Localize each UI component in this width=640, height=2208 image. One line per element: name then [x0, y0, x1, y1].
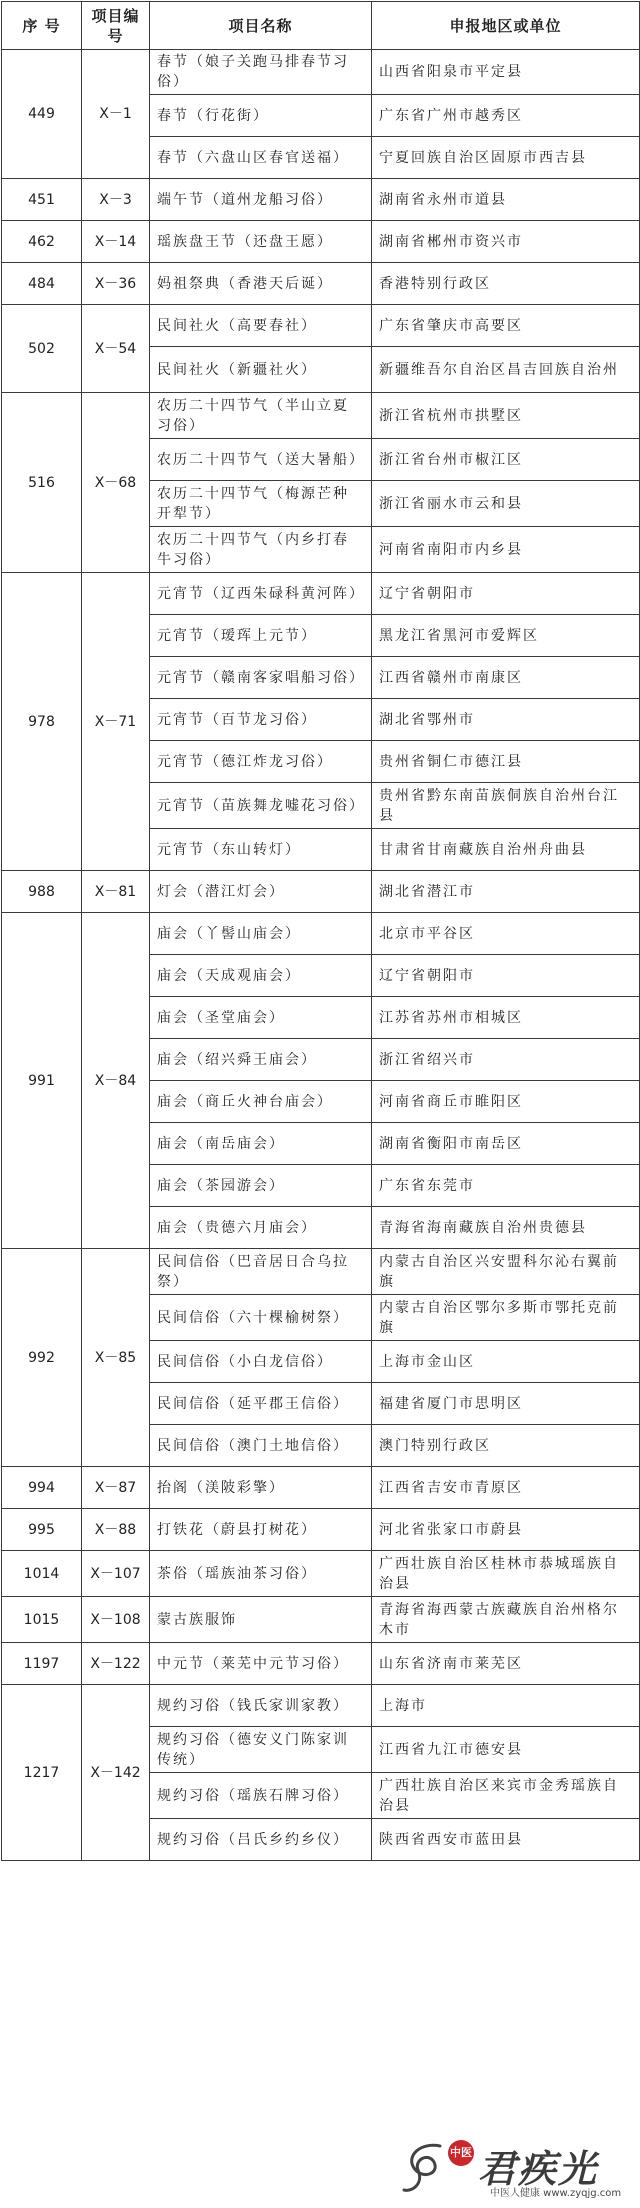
cell-code: Ⅹ－3	[82, 179, 150, 221]
cell-seq: 462	[2, 221, 82, 263]
cell-region: 湖北省潜江市	[372, 871, 640, 913]
cell-project-name: 元宵节（辽西朱碌科黄河阵）	[150, 573, 372, 615]
cell-region: 内蒙古自治区兴安盟科尔沁右翼前旗	[372, 1249, 640, 1295]
cell-seq: 484	[2, 263, 82, 305]
cell-project-name: 元宵节（赣南客家唱船习俗）	[150, 657, 372, 699]
table-row	[2, 221, 640, 263]
cell-region: 江苏省苏州市相城区	[372, 997, 640, 1039]
cell-code: Ⅹ－107	[82, 1551, 150, 1597]
cell-seq: 449	[2, 50, 82, 179]
table-header	[2, 2, 640, 50]
cell-project-name: 规约习俗（吕氏乡约乡仪）	[150, 1819, 372, 1861]
cell-region: 江西省吉安市青原区	[372, 1467, 640, 1509]
table-row	[2, 1685, 640, 1727]
watermark-name: 君疾光	[478, 2146, 599, 2191]
cell-project-name: 庙会（绍兴舜王庙会）	[150, 1039, 372, 1081]
cell-project-name: 庙会（南岳庙会）	[150, 1123, 372, 1165]
cell-project-name: 灯会（潜江灯会）	[150, 871, 372, 913]
cell-code: Ⅹ－1	[82, 50, 150, 179]
table-row	[2, 1643, 640, 1685]
cell-seq: 1014	[2, 1551, 82, 1597]
cell-project-name: 中元节（莱芜中元节习俗）	[150, 1643, 372, 1685]
header-name: 项目名称	[150, 2, 372, 50]
cell-region: 上海市	[372, 1685, 640, 1727]
cell-project-name: 农历二十四节气（内乡打春牛习俗）	[150, 527, 372, 573]
cell-seq: 502	[2, 305, 82, 393]
cell-seq: 1217	[2, 1685, 82, 1861]
watermark	[400, 2138, 630, 2202]
heritage-list-table	[1, 1, 640, 1861]
cell-project-name: 农历二十四节气（梅源芒种开犁节）	[150, 481, 372, 527]
cell-code: Ⅹ－36	[82, 263, 150, 305]
cell-code: Ⅹ－68	[82, 393, 150, 573]
cell-project-name: 民间信俗（六十棵榆树祭）	[150, 1295, 372, 1341]
watermark-url: 中医人健康 www.zyqjg.com	[490, 2188, 622, 2199]
cell-code: Ⅹ－84	[82, 913, 150, 1249]
cell-region: 福建省厦门市思明区	[372, 1383, 640, 1425]
cell-project-name: 元宵节（瑷珲上元节）	[150, 615, 372, 657]
cell-project-name: 农历二十四节气（送大暑船）	[150, 439, 372, 481]
cell-code: Ⅹ－122	[82, 1643, 150, 1685]
cell-seq: 1015	[2, 1597, 82, 1643]
table-body	[2, 50, 640, 1861]
cell-region: 河南省商丘市睢阳区	[372, 1081, 640, 1123]
cell-project-name: 元宵节（德江炸龙习俗）	[150, 741, 372, 783]
cell-region: 宁夏回族自治区固原市西吉县	[372, 137, 640, 179]
cell-project-name: 元宵节（东山转灯）	[150, 829, 372, 871]
cell-seq: 992	[2, 1249, 82, 1467]
cell-code: Ⅹ－54	[82, 305, 150, 393]
cell-project-name: 民间信俗（小白龙信俗）	[150, 1341, 372, 1383]
table-row	[2, 871, 640, 913]
watermark-seal: 中医	[448, 2140, 474, 2166]
cell-region: 广东省肇庆市高要区	[372, 305, 640, 347]
cell-project-name: 茶俗（瑶族油茶习俗）	[150, 1551, 372, 1597]
cell-region: 广西壮族自治区来宾市金秀瑶族自治县	[372, 1773, 640, 1819]
cell-project-name: 抬阁（渼陂彩擎）	[150, 1467, 372, 1509]
cell-project-name: 庙会（贵德六月庙会）	[150, 1207, 372, 1249]
cell-region: 黑龙江省黑河市爱辉区	[372, 615, 640, 657]
cell-region: 湖南省衡阳市南岳区	[372, 1123, 640, 1165]
cell-code: Ⅹ－88	[82, 1509, 150, 1551]
table-row	[2, 263, 640, 305]
cell-code: Ⅹ－14	[82, 221, 150, 263]
cell-region: 辽宁省朝阳市	[372, 955, 640, 997]
cell-region: 湖南省永州市道县	[372, 179, 640, 221]
cell-region: 江西省赣州市南康区	[372, 657, 640, 699]
cell-region: 广西壮族自治区桂林市恭城瑶族自治县	[372, 1551, 640, 1597]
cell-seq: 991	[2, 913, 82, 1249]
cell-project-name: 元宵节（百节龙习俗）	[150, 699, 372, 741]
cell-project-name: 春节（行花街）	[150, 95, 372, 137]
cell-seq: 978	[2, 573, 82, 871]
cell-project-name: 瑶族盘王节（还盘王愿）	[150, 221, 372, 263]
cell-region: 浙江省绍兴市	[372, 1039, 640, 1081]
table-row	[2, 1467, 640, 1509]
cell-region: 广东省广州市越秀区	[372, 95, 640, 137]
cell-project-name: 端午节（道州龙船习俗）	[150, 179, 372, 221]
cell-project-name: 庙会（丫髻山庙会）	[150, 913, 372, 955]
table-row	[2, 393, 640, 439]
table-row	[2, 1597, 640, 1643]
cell-project-name: 庙会（商丘火神台庙会）	[150, 1081, 372, 1123]
table-row	[2, 179, 640, 221]
table-row	[2, 573, 640, 615]
cell-seq: 516	[2, 393, 82, 573]
table-row	[2, 305, 640, 347]
cell-region: 浙江省杭州市拱墅区	[372, 393, 640, 439]
cell-project-name: 庙会（茶园游会）	[150, 1165, 372, 1207]
table-row	[2, 1509, 640, 1551]
cell-seq: 1197	[2, 1643, 82, 1685]
table-row	[2, 1551, 640, 1597]
cell-region: 湖北省鄂州市	[372, 699, 640, 741]
header-seq: 序 号	[2, 2, 82, 50]
cell-region: 辽宁省朝阳市	[372, 573, 640, 615]
cell-region: 湖南省郴州市资兴市	[372, 221, 640, 263]
cell-region: 广东省东莞市	[372, 1165, 640, 1207]
cell-region: 浙江省台州市椒江区	[372, 439, 640, 481]
cell-project-name: 蒙古族服饰	[150, 1597, 372, 1643]
cell-seq: 995	[2, 1509, 82, 1551]
cell-code: Ⅹ－108	[82, 1597, 150, 1643]
cell-region: 贵州省黔东南苗族侗族自治州台江县	[372, 783, 640, 829]
cell-region: 河北省张家口市蔚县	[372, 1509, 640, 1551]
cell-project-name: 规约习俗（德安义门陈家训传统）	[150, 1727, 372, 1773]
cell-project-name: 规约习俗（瑶族石牌习俗）	[150, 1773, 372, 1819]
cell-region: 山西省阳泉市平定县	[372, 50, 640, 95]
cell-project-name: 庙会（圣堂庙会）	[150, 997, 372, 1039]
header-row	[2, 2, 640, 50]
cell-code: Ⅹ－71	[82, 573, 150, 871]
cell-code: Ⅹ－81	[82, 871, 150, 913]
table-row	[2, 1249, 640, 1295]
cell-project-name: 民间信俗（澳门土地信俗）	[150, 1425, 372, 1467]
cell-seq: 451	[2, 179, 82, 221]
cell-project-name: 民间信俗（巴音居日合乌拉祭）	[150, 1249, 372, 1295]
cell-region: 江西省九江市德安县	[372, 1727, 640, 1773]
cell-seq: 988	[2, 871, 82, 913]
table-row	[2, 50, 640, 95]
cell-project-name: 规约习俗（钱氏家训家教）	[150, 1685, 372, 1727]
cell-code: Ⅹ－85	[82, 1249, 150, 1467]
cell-project-name: 春节（娘子关跑马排春节习俗）	[150, 50, 372, 95]
cell-region: 新疆维吾尔自治区昌吉回族自治州	[372, 347, 640, 393]
cell-region: 贵州省铜仁市德江县	[372, 741, 640, 783]
cell-project-name: 春节（六盘山区春官送福）	[150, 137, 372, 179]
cell-project-name: 农历二十四节气（半山立夏习俗）	[150, 393, 372, 439]
cell-project-name: 妈祖祭典（香港天后诞）	[150, 263, 372, 305]
header-code: 项目编号	[82, 2, 150, 50]
cell-seq: 994	[2, 1467, 82, 1509]
table-row	[2, 913, 640, 955]
cell-code: Ⅹ－87	[82, 1467, 150, 1509]
cell-project-name: 庙会（天成观庙会）	[150, 955, 372, 997]
cell-region: 山东省济南市莱芜区	[372, 1643, 640, 1685]
cell-region: 浙江省丽水市云和县	[372, 481, 640, 527]
cell-project-name: 民间社火（高要春社）	[150, 305, 372, 347]
cell-project-name: 民间社火（新疆社火）	[150, 347, 372, 393]
cell-region: 甘肃省甘南藏族自治州舟曲县	[372, 829, 640, 871]
cell-project-name: 打铁花（蔚县打树花）	[150, 1509, 372, 1551]
cell-region: 青海省海西蒙古族藏族自治州格尔木市	[372, 1597, 640, 1643]
cell-region: 河南省南阳市内乡县	[372, 527, 640, 573]
cell-region: 陕西省西安市蓝田县	[372, 1819, 640, 1861]
brush-swirl-icon	[400, 2138, 448, 2198]
cell-region: 澳门特别行政区	[372, 1425, 640, 1467]
cell-region: 内蒙古自治区鄂尔多斯市鄂托克前旗	[372, 1295, 640, 1341]
cell-code: Ⅹ－142	[82, 1685, 150, 1861]
cell-project-name: 元宵节（苗族舞龙嘘花习俗）	[150, 783, 372, 829]
cell-project-name: 民间信俗（延平郡王信俗）	[150, 1383, 372, 1425]
cell-region: 香港特别行政区	[372, 263, 640, 305]
cell-region: 北京市平谷区	[372, 913, 640, 955]
header-region: 申报地区或单位	[372, 2, 640, 50]
cell-region: 上海市金山区	[372, 1341, 640, 1383]
cell-region: 青海省海南藏族自治州贵德县	[372, 1207, 640, 1249]
